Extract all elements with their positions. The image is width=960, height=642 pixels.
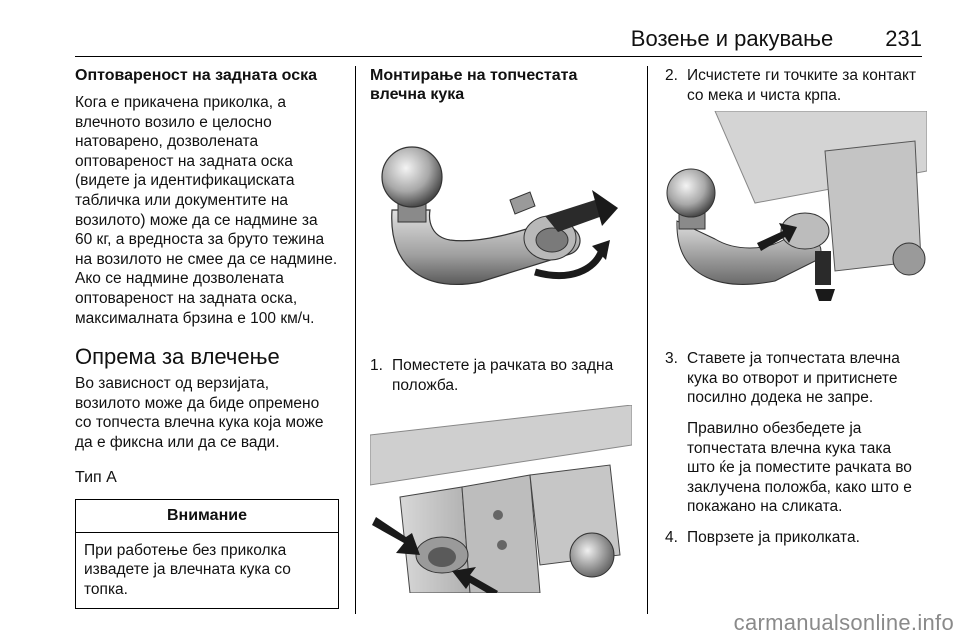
step-number: 2.	[665, 67, 678, 84]
column-middle	[370, 66, 632, 593]
step-text: Исчистете ги точките за контакт со мека и чиста крпа.	[687, 67, 917, 104]
step-number: 3.	[665, 350, 678, 368]
column-divider	[647, 66, 648, 614]
step-number: 4.	[665, 528, 678, 546]
heading-mounting-tow-ball: Монтирање на топчестата влечна кука	[370, 67, 578, 103]
caution-box	[75, 499, 339, 610]
step-3-note: Правилно обезбедете ја топчестата влечна кука така што ќе ја поместите рачката во заклучена положба, како што е покажано на сликата.	[687, 419, 912, 516]
step-text: Поместете ја рачката во задна положба.	[392, 357, 614, 394]
step-1	[370, 356, 632, 395]
watermark: carmanualsonline.info	[733, 610, 954, 635]
step-2	[665, 66, 927, 105]
paragraph-axle-load: Кога е прикачена приколка, а влечното возило е целосно натоварено, дозволената оптовареност на задната оска (видете ја идентификациската табличка или документите на возилото) може да се надмине за 60 кг, а вредноста за бруто тежина на возилото не смее да се надмине. Ако се надмине дозволената оптовареност на задната оска, максималната брзина е 100 км/ч.	[75, 94, 338, 327]
step-text: Ставете ја топчестата влечна кука во отворот и притиснете посилно додека не запре.	[687, 350, 900, 407]
step-text: Поврзете ја приколката.	[687, 528, 860, 546]
step-number: 1.	[370, 357, 383, 374]
caution-body: При работење без приколка извадете ја влечната кука со топка.	[84, 541, 291, 598]
step-4	[665, 528, 927, 548]
column-divider	[355, 66, 356, 614]
paragraph-towing-equipment: Во зависност од верзијата, возилото може да биде опремено со топчеста влечна кука која може да е фиксна или да се вади.	[75, 375, 324, 451]
caution-title: Внимание	[76, 500, 338, 533]
column-right	[665, 66, 927, 548]
heading-rear-axle-load: Оптовареност на задната оска	[75, 67, 318, 84]
lever-illustration	[370, 405, 632, 593]
page-number: 231	[885, 26, 922, 51]
type-label: Тип А	[75, 468, 117, 486]
column-left	[75, 66, 345, 609]
page-header	[75, 22, 922, 57]
section-title: Возење и ракување	[630, 26, 834, 51]
contact-points-illustration	[665, 111, 927, 311]
tow-ball-illustration	[370, 122, 632, 318]
heading-towing-equipment: Опрема за влечење	[75, 344, 280, 370]
step-3	[665, 349, 927, 408]
